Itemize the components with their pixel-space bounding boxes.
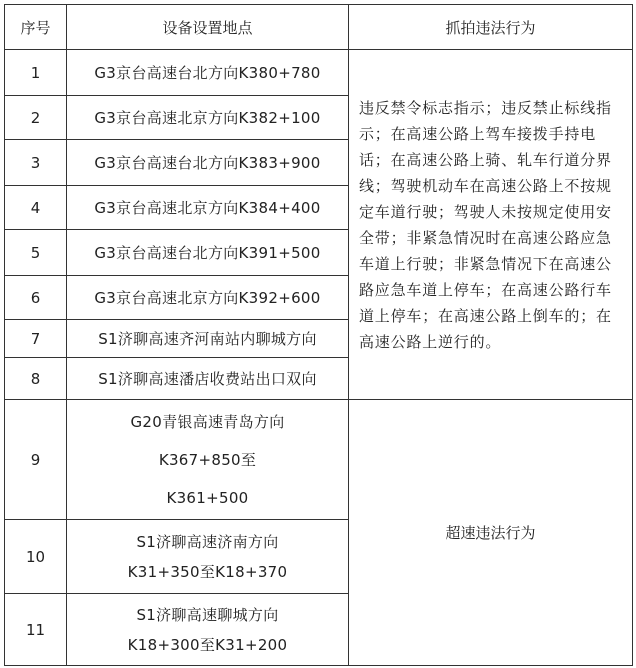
row-index: 2 bbox=[5, 96, 67, 140]
location-line: G20青银高速青岛方向 bbox=[130, 412, 285, 431]
row-index: 9 bbox=[5, 400, 67, 520]
header-location: 设备设置地点 bbox=[67, 5, 349, 50]
row-index: 1 bbox=[5, 50, 67, 96]
row-location: S1济聊高速齐河南站内聊城方向 bbox=[67, 320, 349, 358]
row-index: 5 bbox=[5, 230, 67, 276]
row-location: G3京台高速北京方向K392+600 bbox=[67, 276, 349, 320]
location-line: K367+850至 bbox=[158, 450, 257, 469]
row-location bbox=[67, 594, 349, 666]
camera-locations-table bbox=[4, 4, 633, 666]
table-header-row bbox=[5, 5, 633, 50]
row-location: G3京台高速台北方向K391+500 bbox=[67, 230, 349, 276]
row-location bbox=[67, 520, 349, 594]
table-row bbox=[5, 50, 633, 96]
row-index: 8 bbox=[5, 358, 67, 400]
location-line: S1济聊高速济南方向 bbox=[136, 532, 279, 551]
row-location: G3京台高速北京方向K382+100 bbox=[67, 96, 349, 140]
row-index: 10 bbox=[5, 520, 67, 594]
row-index: 6 bbox=[5, 276, 67, 320]
header-index: 序号 bbox=[5, 5, 67, 50]
violation-group-2: 超速违法行为 bbox=[349, 400, 633, 666]
row-index: 7 bbox=[5, 320, 67, 358]
location-line: K361+500 bbox=[166, 488, 249, 507]
row-location: G3京台高速北京方向K384+400 bbox=[67, 186, 349, 230]
row-location bbox=[67, 400, 349, 520]
location-line: S1济聊高速聊城方向 bbox=[136, 605, 279, 624]
row-location: G3京台高速台北方向K383+900 bbox=[67, 140, 349, 186]
row-index: 3 bbox=[5, 140, 67, 186]
row-index: 4 bbox=[5, 186, 67, 230]
row-location: S1济聊高速潘店收费站出口双向 bbox=[67, 358, 349, 400]
violation-group-1: 违反禁令标志指示；违反禁止标线指示；在高速公路上驾车接拨手持电话；在高速公路上骑、轧车行道分界线；驾驶机动车在高速公路上不按规定车道行驶；驾驶人未按规定使用安全带；非紧急情况时在高速公路应急车道上行驶；非紧急情况下在高速公路应急车道上停车；在高速公路行车道上停车；在高速公路上倒车的；在高速公路上逆行的。 bbox=[349, 50, 633, 400]
location-line: K18+300至K31+200 bbox=[127, 635, 288, 654]
row-location: G3京台高速台北方向K380+780 bbox=[67, 50, 349, 96]
location-line: K31+350至K18+370 bbox=[127, 562, 288, 581]
row-index: 11 bbox=[5, 594, 67, 666]
header-violation: 抓拍违法行为 bbox=[349, 5, 633, 50]
table-row bbox=[5, 400, 633, 520]
